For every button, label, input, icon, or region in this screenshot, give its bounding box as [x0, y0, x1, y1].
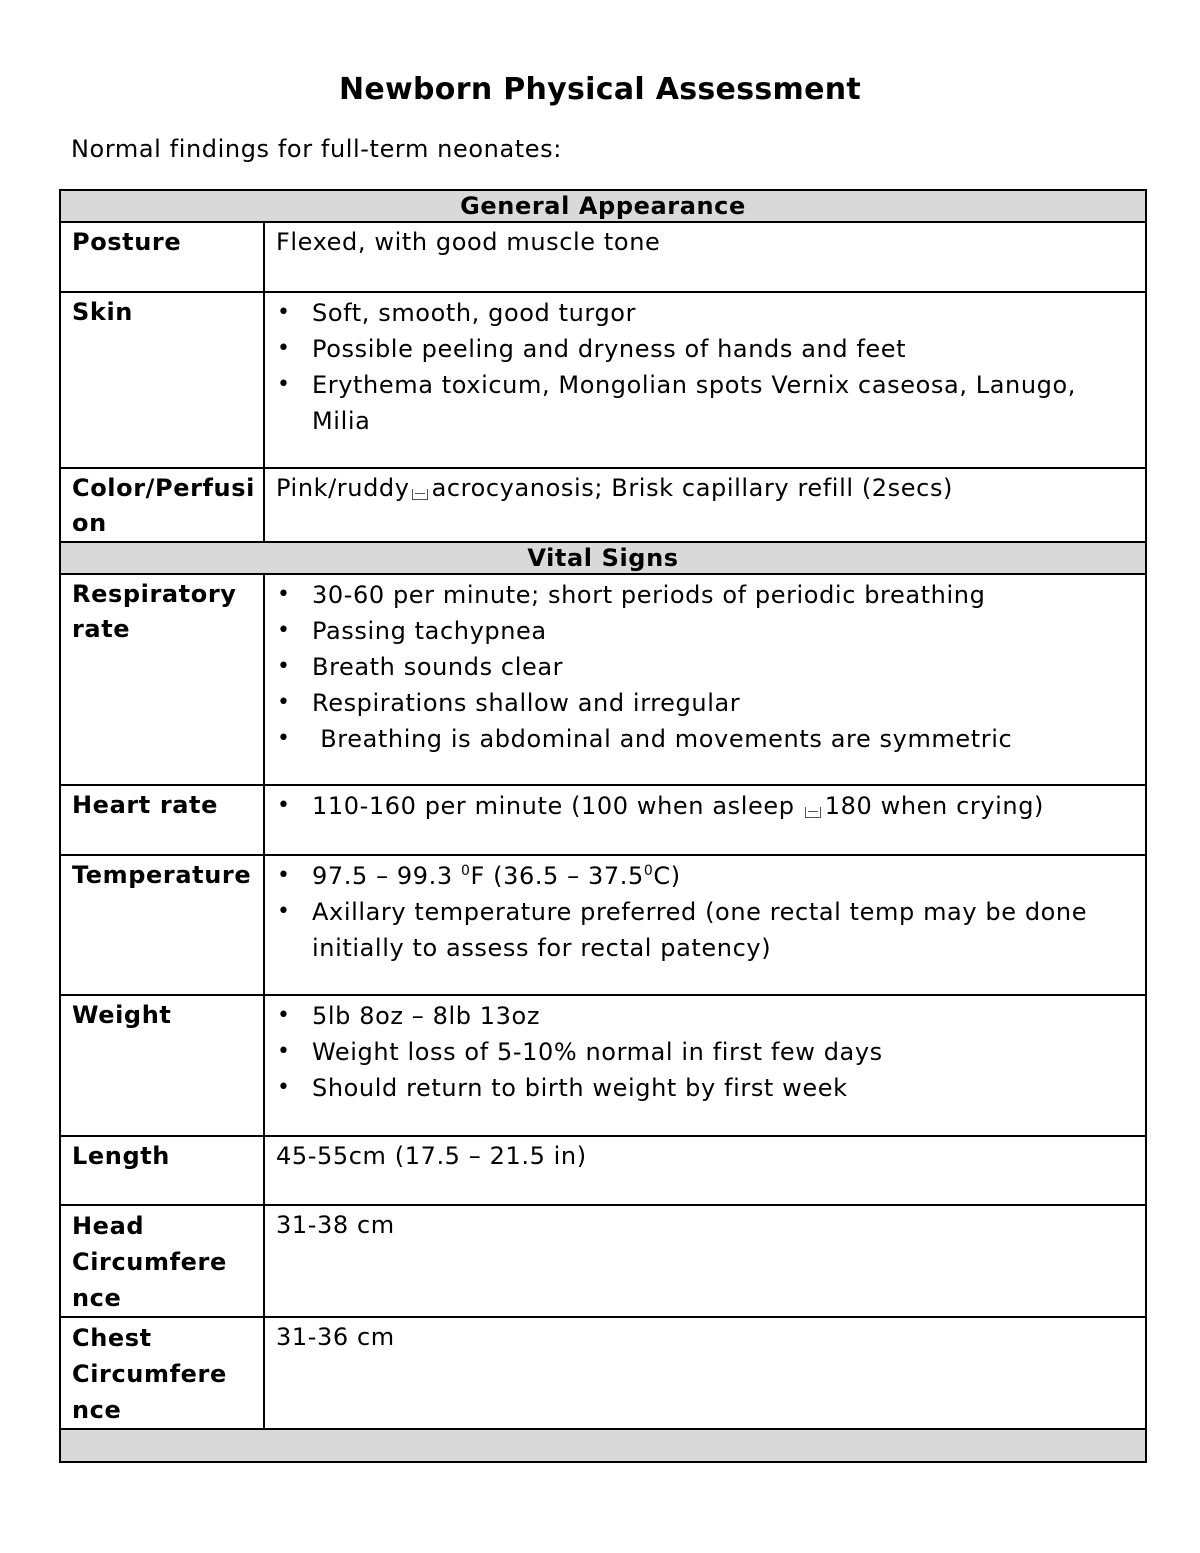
list-item: • Breathing is abdominal and movements are symmetric [276, 721, 1133, 757]
bullet-list [276, 295, 1133, 439]
row-label: Length [60, 1136, 264, 1205]
row-label: Temperature [60, 855, 264, 995]
degree-mark: 0 [460, 863, 471, 879]
bullet-list [276, 788, 1133, 824]
row-value: 31-36 cm [264, 1317, 1146, 1429]
value-text: Pink/ruddy [276, 474, 410, 502]
table-row-color-perfusion [60, 468, 1146, 542]
row-label: Head Circumfere nce [60, 1205, 264, 1317]
row-value: 31-38 cm [264, 1205, 1146, 1317]
row-label: Skin [60, 292, 264, 468]
row-value [264, 785, 1146, 855]
row-value [264, 468, 1146, 542]
list-item: • Should return to birth weight by first week [276, 1070, 1133, 1106]
value-text: acrocyanosis; Brisk capillary refill (2secs) [431, 474, 954, 502]
table-row-heart-rate [60, 785, 1146, 855]
value-text: C) [653, 862, 681, 890]
page-title: Newborn Physical Assessment [338, 72, 862, 107]
row-label: Respiratory rate [60, 574, 264, 785]
row-label: Color/Perfusion [60, 468, 264, 542]
row-value: Flexed, with good muscle tone [264, 222, 1146, 292]
list-item: • 5lb 8oz – 8lb 13oz [276, 998, 1133, 1034]
row-label-full [0, 0, 1, 1]
table-row-weight [60, 995, 1146, 1136]
separator-glyph [412, 489, 428, 500]
intro-text: Normal findings for full-term neonates: [71, 135, 562, 163]
list-item: • Breath sounds clear [276, 649, 1133, 685]
value-text: F (36.5 – 37.5 [470, 862, 644, 890]
list-item: • Weight loss of 5-10% normal in first few days [276, 1034, 1133, 1070]
table-footer-row [60, 1429, 1146, 1462]
value-text: 110-160 per minute (100 when asleep [312, 792, 803, 820]
list-item: • Axillary temperature preferred (one rectal temp may be done initially to assess for rectal patency) [276, 894, 1133, 966]
separator-glyph [805, 807, 821, 818]
table-row-respiratory-rate [60, 574, 1146, 785]
list-item: • Erythema toxicum, Mongolian spots Vernix caseosa, Lanugo, Milia [276, 367, 1133, 439]
list-item: • Soft, smooth, good turgor [276, 295, 1133, 331]
empty-shaded-cell [60, 1429, 1146, 1462]
bullet-list [276, 577, 1133, 757]
row-value [264, 855, 1146, 995]
row-value [264, 574, 1146, 785]
table-row-posture [60, 222, 1146, 292]
list-item [276, 788, 1133, 824]
row-label: Weight [60, 995, 264, 1136]
row-value [264, 292, 1146, 468]
bullet-list [276, 998, 1133, 1106]
list-item: • Passing tachypnea [276, 613, 1133, 649]
assessment-table [59, 189, 1147, 1463]
table-row-head-circumference [60, 1205, 1146, 1317]
section-header-general-appearance [60, 190, 1146, 222]
row-label: Posture [60, 222, 264, 292]
table-row-temperature [60, 855, 1146, 995]
bullet-list [276, 858, 1133, 966]
section-header-vital-signs [60, 542, 1146, 574]
section-title: Vital Signs [60, 542, 1146, 574]
value-text: 97.5 – 99.3 [312, 862, 461, 890]
table-row-length [60, 1136, 1146, 1205]
table-row-skin [60, 292, 1146, 468]
list-item: • 30-60 per minute; short periods of periodic breathing [276, 577, 1133, 613]
row-label-full [0, 0, 1, 1]
section-title: General Appearance [60, 190, 1146, 222]
list-item [276, 858, 1133, 894]
row-value [264, 995, 1146, 1136]
row-label: Chest Circumfere nce [60, 1317, 264, 1429]
degree-mark: 0 [643, 863, 654, 879]
list-item: • Respirations shallow and irregular [276, 685, 1133, 721]
row-value: 45-55cm (17.5 – 21.5 in) [264, 1136, 1146, 1205]
row-label: Heart rate [60, 785, 264, 855]
list-item: • Possible peeling and dryness of hands and feet [276, 331, 1133, 367]
value-text: 180 when crying) [824, 792, 1045, 820]
table-row-chest-circumference [60, 1317, 1146, 1429]
